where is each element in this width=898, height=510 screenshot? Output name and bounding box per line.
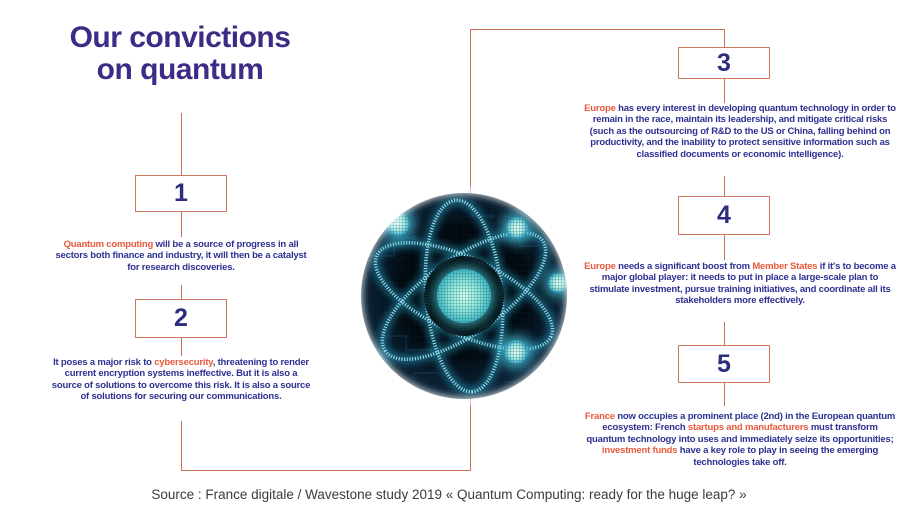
step-number-5: 5	[717, 349, 731, 378]
page-title	[20, 22, 340, 86]
step-box-1	[135, 175, 227, 212]
source-caption: Source : France digitale / Wavestone study 2019 « Quantum Computing: ready for the huge leap? »	[151, 487, 747, 502]
connector-step5-to-text5	[724, 383, 725, 406]
step-text-1: Quantum computing will be a source of progress in all sectors both finance and industry, it will then be a catalyst for research discoveries.	[55, 239, 307, 273]
step-box-3	[678, 47, 770, 79]
step-number-4: 4	[717, 201, 731, 229]
connector-to-step3	[724, 29, 725, 47]
quantum-atom-illustration	[354, 186, 574, 406]
step-text-2: It poses a major risk to cybersecurity, threatening to render current encryption systems ineffective. But it is also a source of solutions to overcome this risk. It is also a source of solutions for securing our communications.	[51, 357, 311, 403]
step-number-1: 1	[174, 179, 188, 207]
step-number-2: 2	[174, 304, 188, 332]
connector-step4-to-text4	[724, 235, 725, 260]
atom-nucleus	[424, 256, 504, 336]
step-box-4	[678, 196, 770, 235]
page-title-line1: Our convictions	[69, 21, 291, 54]
connector-text1-to-step2	[181, 285, 182, 299]
connector-bottom-horizontal	[181, 470, 471, 471]
connector-step2-to-text2	[181, 338, 182, 356]
connector-step1-to-text1	[181, 212, 182, 237]
step-text-4: Europe needs a significant boost from Member States if it's to become a major global player: it needs to put in place a large-scale plan to stimulate investment, pursue training initiatives, and coordinate all its stakeholders more effectively.	[584, 261, 896, 307]
connector-step3-to-text3	[724, 79, 725, 103]
step-box-5	[678, 345, 770, 383]
step-number-3: 3	[717, 48, 731, 77]
connector-text3-to-step4	[724, 176, 725, 196]
connector-text4-to-step5	[724, 322, 725, 345]
connector-text2-down	[181, 421, 182, 471]
connector-title-to-step1	[181, 113, 182, 175]
step-text-5: France now occupies a prominent place (2nd) in the European quantum ecosystem: French startups and manufacturers must transform quantum technology into uses and immediately seize its opportunities; investment funds have a key role to play in seeing the emerging technologies take off.	[584, 411, 896, 468]
page-title-line2: on quantum	[96, 53, 264, 86]
step-text-3: Europe has every interest in developing quantum technology in order to remain in the race, maintain its leadership, and mitigate critical risks (such as the outsourcing of R&D to the US or China, falling behind on productivity, and the inability to protect sensitive information such as classified documents or economic intelligence).	[584, 103, 896, 160]
connector-top-horizontal	[470, 29, 725, 30]
step-box-2	[135, 299, 227, 338]
